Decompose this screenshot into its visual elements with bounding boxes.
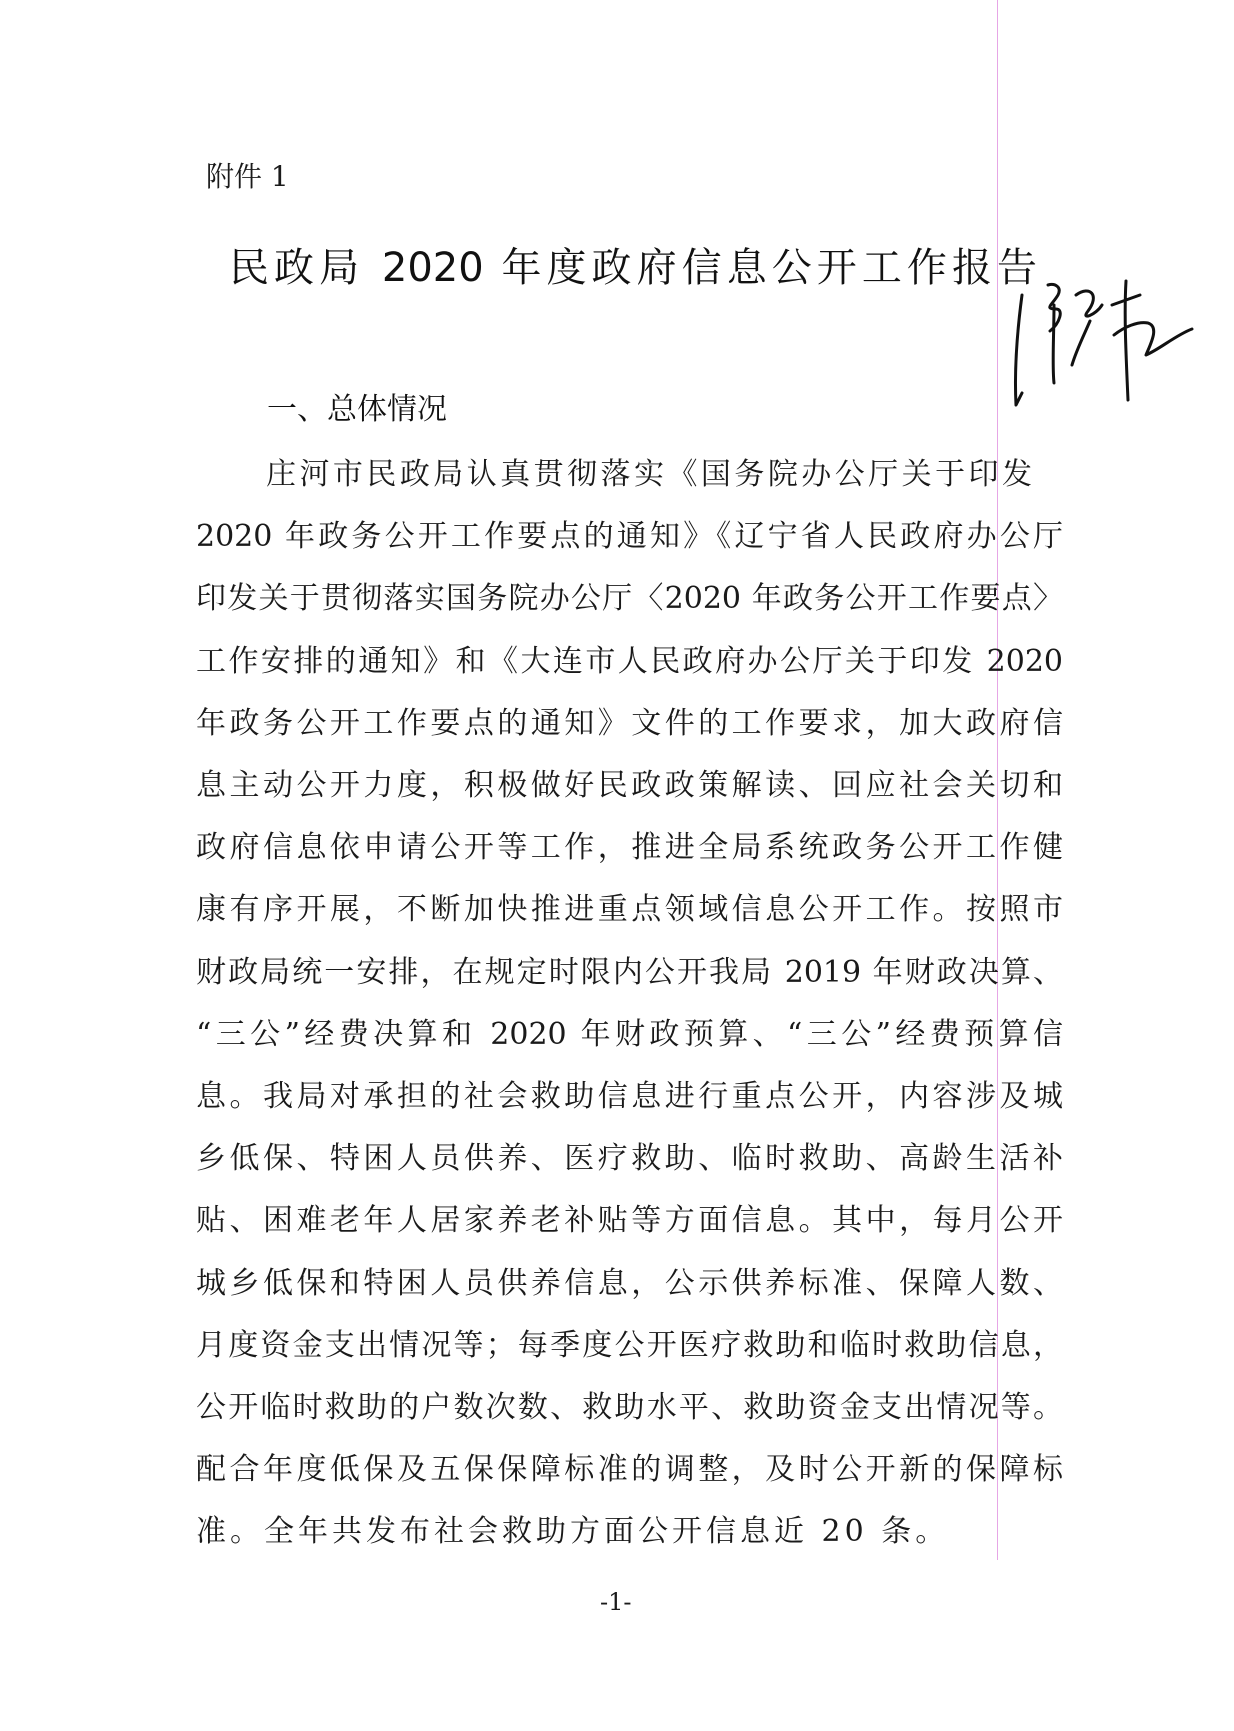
body-line: 财政局统一安排，在规定时限内公开我局 2019 年财政决算、 (196, 954, 1063, 990)
body-line: 康有序开展，不断加快推进重点领域信息公开工作。按照市 (196, 892, 1063, 928)
body-line: 城乡低保和特困人员供养信息，公示供养标准、保障人数、 (196, 1265, 1063, 1301)
document-title: 民政局 2020 年度政府信息公开工作报告 (229, 245, 1037, 291)
body-line: 2020 年政务公开工作要点的通知》《辽宁省人民政府办公厅 (196, 519, 1063, 555)
page-number: -1- (600, 1588, 632, 1616)
body-line: 印发关于贯彻落实国务院办公厅〈2020 年政务公开工作要点〉 (196, 581, 1063, 617)
body-line: 庄河市民政局认真贯彻落实《国务院办公厅关于印发 (266, 457, 1032, 492)
body-line: 政府信息依申请公开等工作，推进全局系统政务公开工作健 (196, 830, 1063, 866)
body-line: 月度资金支出情况等；每季度公开医疗救助和临时救助信息， (196, 1327, 1063, 1363)
body-line: 乡低保、特困人员供养、医疗救助、临时救助、高龄生活补 (196, 1141, 1063, 1177)
body-line: 工作安排的通知》和《大连市人民政府办公厅关于印发 2020 (196, 643, 1063, 679)
body-line: 公开临时救助的户数次数、救助水平、救助资金支出情况等。 (196, 1390, 1063, 1425)
body-line: 配合年度低保及五保保障标准的调整，及时公开新的保障标 (196, 1452, 1063, 1488)
handwritten-signature (1000, 265, 1210, 415)
body-line: 年政务公开工作要点的通知》文件的工作要求，加大政府信 (196, 705, 1063, 741)
body-line: 准。全年共发布社会救助方面公开信息近 20 条。 (196, 1514, 950, 1550)
body-line: 息。我局对承担的社会救助信息进行重点公开，内容涉及城 (196, 1079, 1063, 1114)
body-line: 贴、困难老年人居家养老补贴等方面信息。其中，每月公开 (196, 1203, 1063, 1239)
body-line: 息主动公开力度，积极做好民政政策解读、回应社会关切和 (196, 768, 1063, 803)
body-line: “三公”经费决算和 2020 年财政预算、“三公”经费预算信 (196, 1016, 1063, 1052)
section-heading: 一、总体情况 (267, 392, 447, 427)
attachment-label: 附件 1 (206, 160, 289, 193)
